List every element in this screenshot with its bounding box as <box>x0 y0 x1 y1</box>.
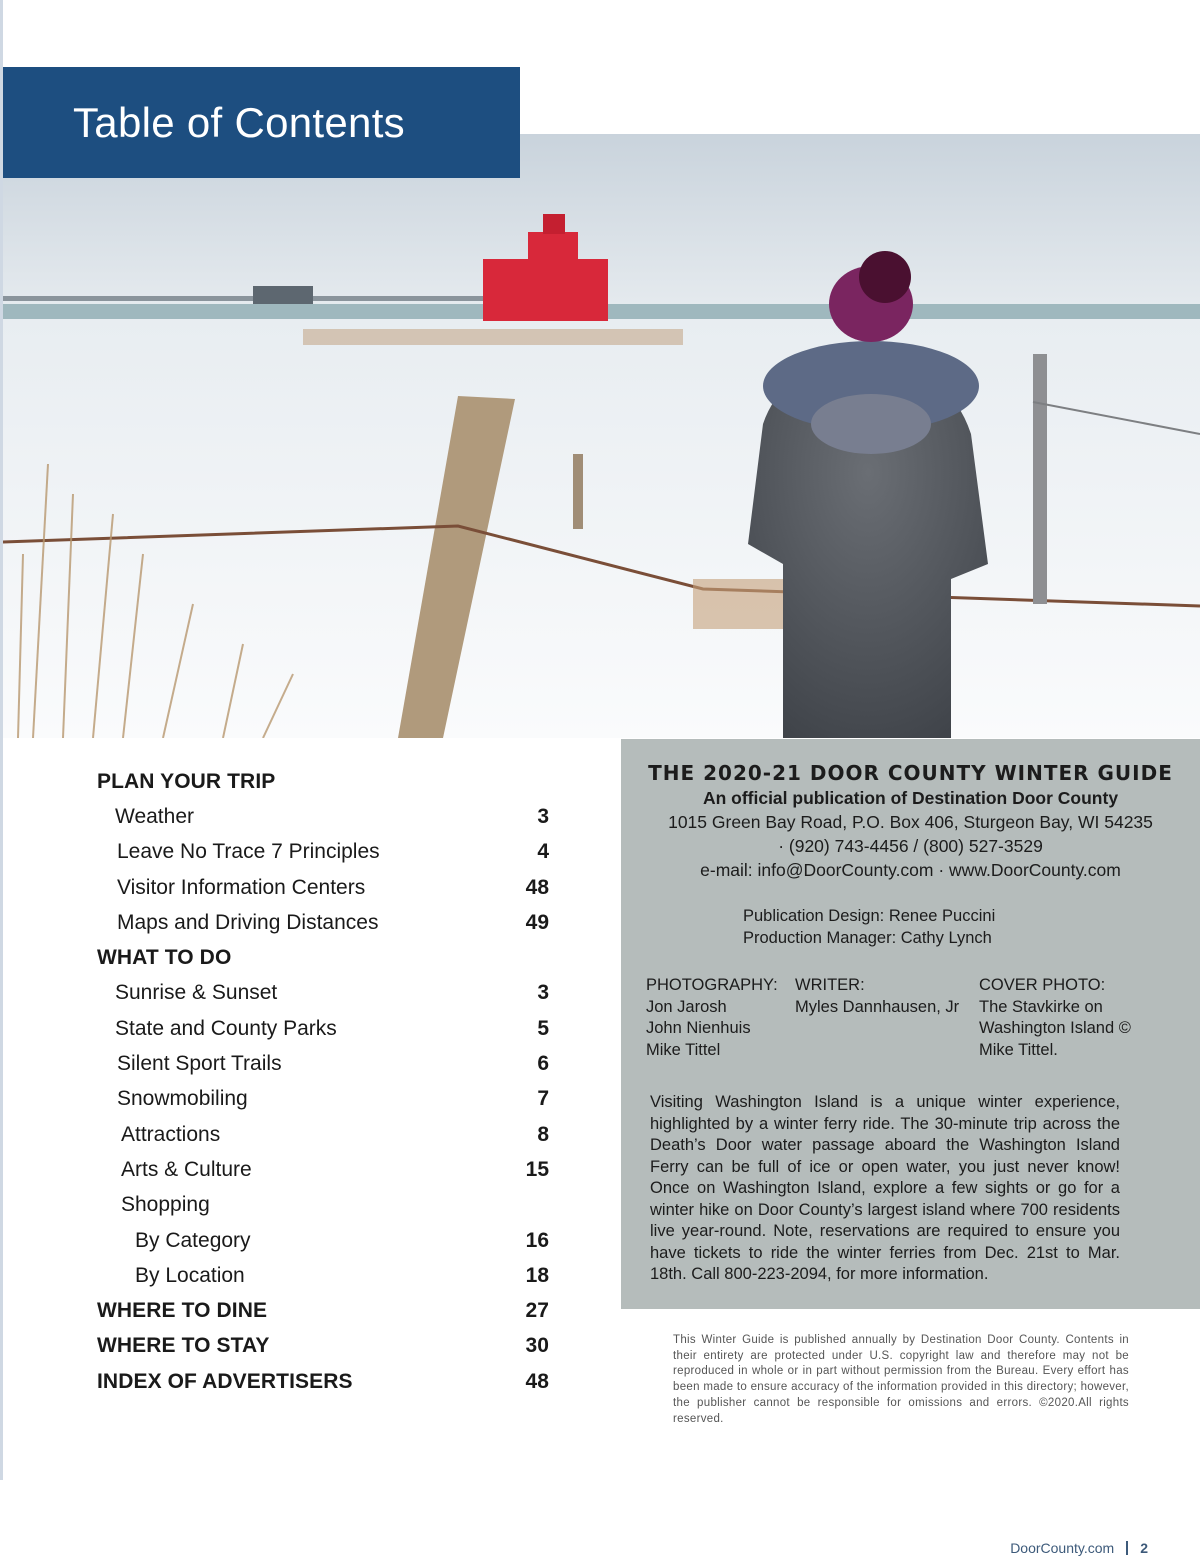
toc-entry[interactable] <box>97 1258 549 1293</box>
toc-label: Visitor Information Centers <box>117 875 366 899</box>
staff-credits <box>743 905 1200 949</box>
address: 1015 Green Bay Road, P.O. Box 406, Sturgeon Bay, WI 54235 <box>668 812 1153 832</box>
toc-entry[interactable] <box>97 976 549 1011</box>
toc-entry[interactable] <box>97 870 549 905</box>
toc-page-number: 8 <box>537 1122 549 1146</box>
toc-label: WHAT TO DO <box>97 946 232 970</box>
photographer: John Nienhuis <box>646 1019 751 1037</box>
toc-entry[interactable] <box>97 1046 549 1081</box>
writer-name: Myles Dannhausen, Jr <box>795 997 960 1016</box>
toc-entry[interactable] <box>97 799 549 834</box>
toc-label: Sunrise & Sunset <box>115 981 278 1005</box>
toc-page-number: 3 <box>537 981 549 1005</box>
cover-line: The Stavkirke on <box>979 997 1103 1016</box>
toc-entry[interactable] <box>97 1152 549 1187</box>
toc-page-number: 6 <box>537 1052 549 1076</box>
toc-section[interactable] <box>97 940 549 975</box>
toc-label: Shopping <box>121 1193 210 1217</box>
copyright-notice: This Winter Guide is published annually by Destination Door County. Contents in their entirety are protected under U.S. copyright law and therefore may not be reproduced in whole or in part without permission from the Bureau. Every effort has been made to ensure accuracy of the information provided in this directory; however, the publisher cannot be responsible for omissions and errors. ©2020.All rights reserved. <box>673 1334 1129 1425</box>
photography-column <box>646 975 778 1061</box>
phone: · (920) 743-4456 / (800) 527-3529 <box>778 836 1043 856</box>
title-banner <box>3 67 520 178</box>
toc-label: WHERE TO DINE <box>97 1299 268 1323</box>
toc-entry[interactable] <box>97 1223 549 1258</box>
toc-entry[interactable] <box>97 835 549 870</box>
toc-page-number: 5 <box>537 1016 549 1040</box>
cover-photo <box>3 134 1200 738</box>
winter-lighthouse-photo <box>3 134 1200 738</box>
cover-line: Washington Island © <box>979 1019 1131 1037</box>
footer-divider <box>1126 1541 1128 1555</box>
toc-label: Snowmobiling <box>117 1087 248 1111</box>
toc-label: PLAN YOUR TRIP <box>97 769 276 793</box>
toc-label: Silent Sport Trails <box>117 1052 282 1076</box>
photography-heading: PHOTOGRAPHY: <box>646 976 778 994</box>
toc-entry[interactable] <box>97 905 549 940</box>
toc-page-number: 4 <box>537 840 549 864</box>
washington-island-paragraph: Visiting Washington Island is a unique winter experience, highlighted by a winter ferry ride. The 30-minute trip across the Death’s Door water passage aboard the Washington Island Ferry can be full of ice or open water, you just never know! Once on Washington Island, explore a few sights or go for a winter hike on Door County’s largest island where 700 residents live year-round. Note, reservations are required to ensure you have tickets to ride the winter ferries from Dec. 21st to Mar. 18th. Call 800-223-2094, for more information. <box>650 1093 1120 1283</box>
toc-page-number: 16 <box>525 1228 549 1252</box>
info-panel <box>621 739 1200 1309</box>
cover-line: Mike Tittel. <box>979 1040 1058 1059</box>
toc-entry[interactable] <box>97 1117 549 1152</box>
toc-page-number: 48 <box>525 875 549 899</box>
production-credit: Production Manager: Cathy Lynch <box>743 929 992 947</box>
page-number: 2 <box>1140 1540 1148 1556</box>
page-footer <box>1010 1540 1148 1556</box>
footer-site: DoorCounty.com <box>1010 1540 1115 1556</box>
toc-label: By Location <box>135 1263 245 1287</box>
toc-entry[interactable] <box>97 1082 549 1117</box>
toc-page-number: 30 <box>525 1334 549 1358</box>
toc-label: By Category <box>135 1228 251 1252</box>
writer-heading: WRITER: <box>795 976 865 994</box>
toc-label: Leave No Trace 7 Principles <box>117 840 380 864</box>
guide-subtitle: An official publication of Destination Door County <box>702 788 1119 808</box>
table-of-contents <box>97 764 549 1399</box>
toc-entry[interactable] <box>97 1011 549 1046</box>
toc-label: Arts & Culture <box>121 1157 252 1181</box>
toc-label: State and County Parks <box>115 1016 337 1040</box>
toc-page-number: 15 <box>525 1157 549 1181</box>
toc-section[interactable] <box>97 1293 549 1328</box>
toc-label: WHERE TO STAY <box>97 1334 270 1358</box>
toc-page-number: 7 <box>537 1087 549 1111</box>
guide-title: THE 2020-21 DOOR COUNTY WINTER GUIDE <box>648 761 1173 785</box>
contact: e-mail: info@DoorCounty.com · www.DoorCounty.com <box>700 860 1121 880</box>
toc-section[interactable] <box>97 1329 549 1364</box>
toc-section[interactable] <box>97 1364 549 1399</box>
photographer: Mike Tittel <box>646 1040 721 1059</box>
writer-column <box>795 975 959 1018</box>
cover-heading: COVER PHOTO: <box>979 976 1106 994</box>
toc-page-number: 49 <box>525 910 549 934</box>
toc-page-number: 3 <box>537 804 549 828</box>
cover-photo-column <box>979 975 1131 1061</box>
toc-label: Maps and Driving Distances <box>117 910 379 934</box>
page-title: Table of Contents <box>73 98 405 146</box>
toc-section[interactable] <box>97 764 549 799</box>
design-credit: Publication Design: Renee Puccini <box>743 907 996 925</box>
toc-label: Attractions <box>121 1122 221 1146</box>
toc-label: Weather <box>115 804 194 828</box>
toc-entry[interactable] <box>97 1188 549 1223</box>
toc-page-number: 18 <box>525 1263 549 1287</box>
toc-label: INDEX OF ADVERTISERS <box>97 1369 353 1393</box>
photographer: Jon Jarosh <box>646 997 727 1016</box>
toc-page-number: 27 <box>525 1299 549 1323</box>
toc-page-number: 48 <box>525 1369 549 1393</box>
